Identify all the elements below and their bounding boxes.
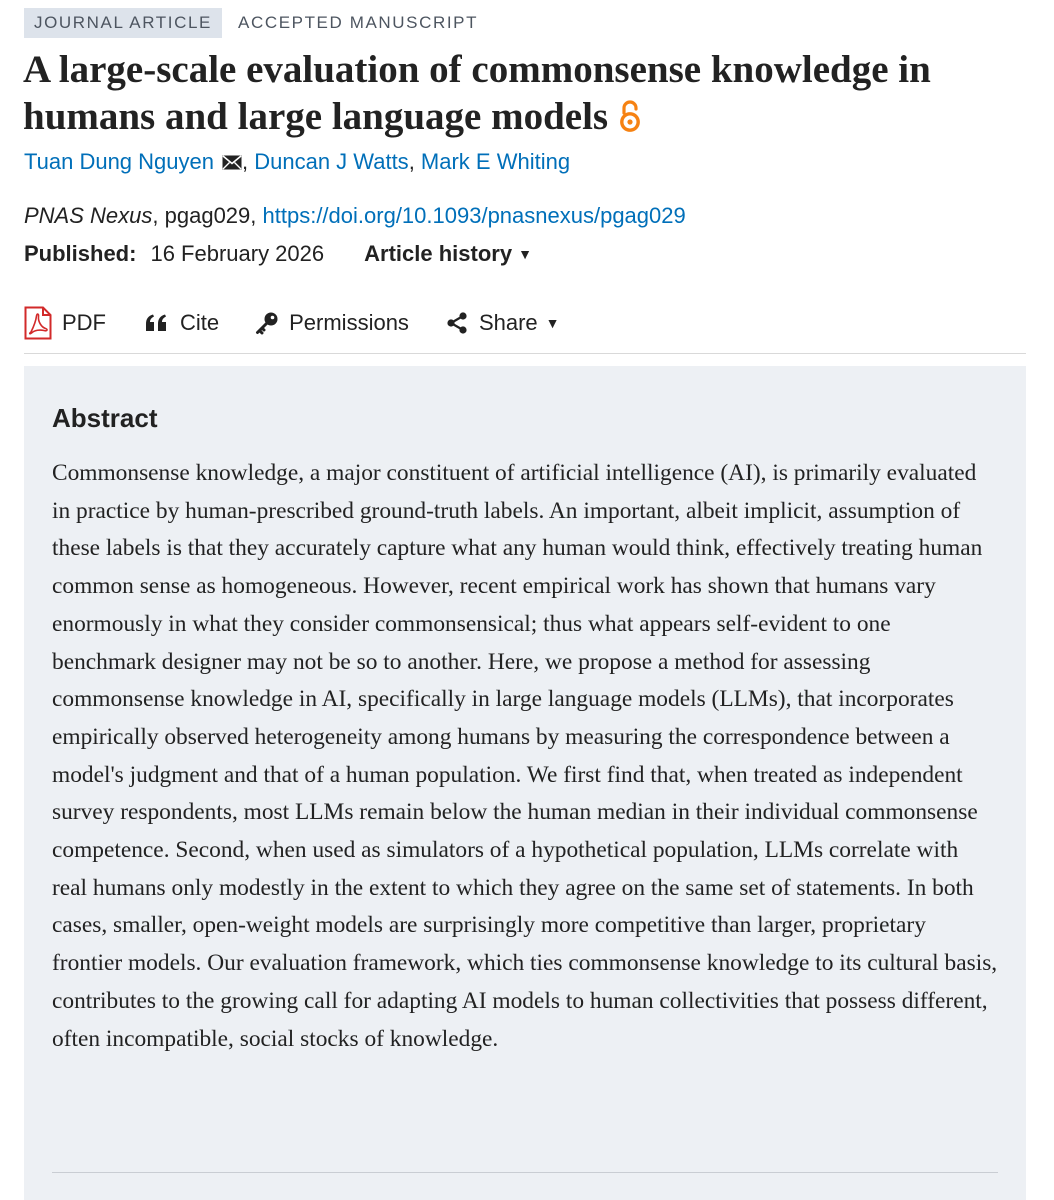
doi-link[interactable]: https://doi.org/10.1093/pnasnexus/pgag029: [262, 203, 686, 228]
share-label: Share: [478, 310, 538, 335]
permissions-button[interactable]: [255, 310, 409, 336]
caret-down-icon: ▼: [518, 246, 532, 262]
published-label: Published:: [24, 241, 137, 266]
citation-separator: ,: [250, 203, 263, 228]
key-icon: [255, 311, 279, 335]
author-separator: ,: [408, 149, 421, 174]
share-button[interactable]: [445, 310, 560, 336]
article-title: [23, 46, 1033, 144]
article-title-text: A large-scale evaluation of commonsense knowledge in humans and large language models: [23, 48, 931, 138]
pdf-button[interactable]: [24, 306, 106, 340]
caret-down-icon: ▼: [545, 315, 560, 331]
abstract-text: Commonsense knowledge, a major constituent of artificial intelligence (AI), is primarily evaluated in practice by human-prescribed ground-truth labels. An important, albeit implicit, assumption of these labels is that they accurately capture what any human would think, effectively treating human common sense as homogeneous. However, recent empirical work has shown that humans vary enormously in what they consider commonsensical; thus what appears self-evident to one benchmark designer may not be so to another. Here, we propose a method for assessing commonsense knowledge in AI, specifically in large language models (LLMs), that incorporates empirically observed heterogeneity among humans by measuring the correspondence between a model's judgment and that of a human population. We first find that, when treated as independent survey respondents, most LLMs remain below the human median in their individual commonsense competence. Second, when used as simulators of a hypothetical population, LLMs correlate with real humans only modestly in the extent to which they agree on the same set of statements. In both cases, smaller, open-weight models are surprisingly more competitive than larger, proprietary frontier models. Our evaluation framework, which ties commonsense knowledge to its cultural basis, contributes to the growing call for adapting AI models to human collectivities that possess different, often incompatible, social stocks of knowledge.: [52, 460, 998, 1052]
article-badges: [24, 8, 478, 38]
author-list: [24, 148, 570, 177]
article-toolbar: [24, 306, 560, 340]
toolbar-divider: [24, 353, 1026, 354]
quote-icon: [144, 313, 170, 333]
author-link[interactable]: Duncan J Watts: [254, 149, 409, 174]
citation-line: [24, 202, 686, 230]
published-date: 16 February 2026: [150, 241, 325, 266]
author-link[interactable]: Tuan Dung Nguyen: [24, 149, 214, 174]
publication-info: [24, 240, 532, 268]
article-history-toggle[interactable]: [364, 240, 532, 268]
share-icon: [445, 311, 469, 335]
open-access-icon: [618, 97, 642, 144]
author-link[interactable]: Mark E Whiting: [420, 149, 571, 174]
cite-button[interactable]: [144, 310, 219, 336]
pdf-label: PDF: [62, 310, 106, 335]
abstract-divider: [52, 1172, 998, 1173]
author-separator: ,: [241, 149, 255, 174]
article-type-badge: JOURNAL ARTICLE: [24, 8, 222, 38]
permissions-label: Permissions: [289, 310, 409, 335]
pdf-icon: [24, 306, 52, 340]
citation-separator: ,: [152, 203, 165, 228]
envelope-icon[interactable]: [222, 149, 242, 177]
article-id: pgag029: [164, 203, 251, 228]
cite-label: Cite: [180, 310, 220, 335]
article-history-label: Article history: [364, 241, 513, 266]
abstract-heading: Abstract: [52, 403, 158, 433]
journal-name: PNAS Nexus: [24, 203, 153, 228]
abstract-section: [24, 366, 1026, 1200]
manuscript-status-badge: ACCEPTED MANUSCRIPT: [238, 13, 479, 32]
